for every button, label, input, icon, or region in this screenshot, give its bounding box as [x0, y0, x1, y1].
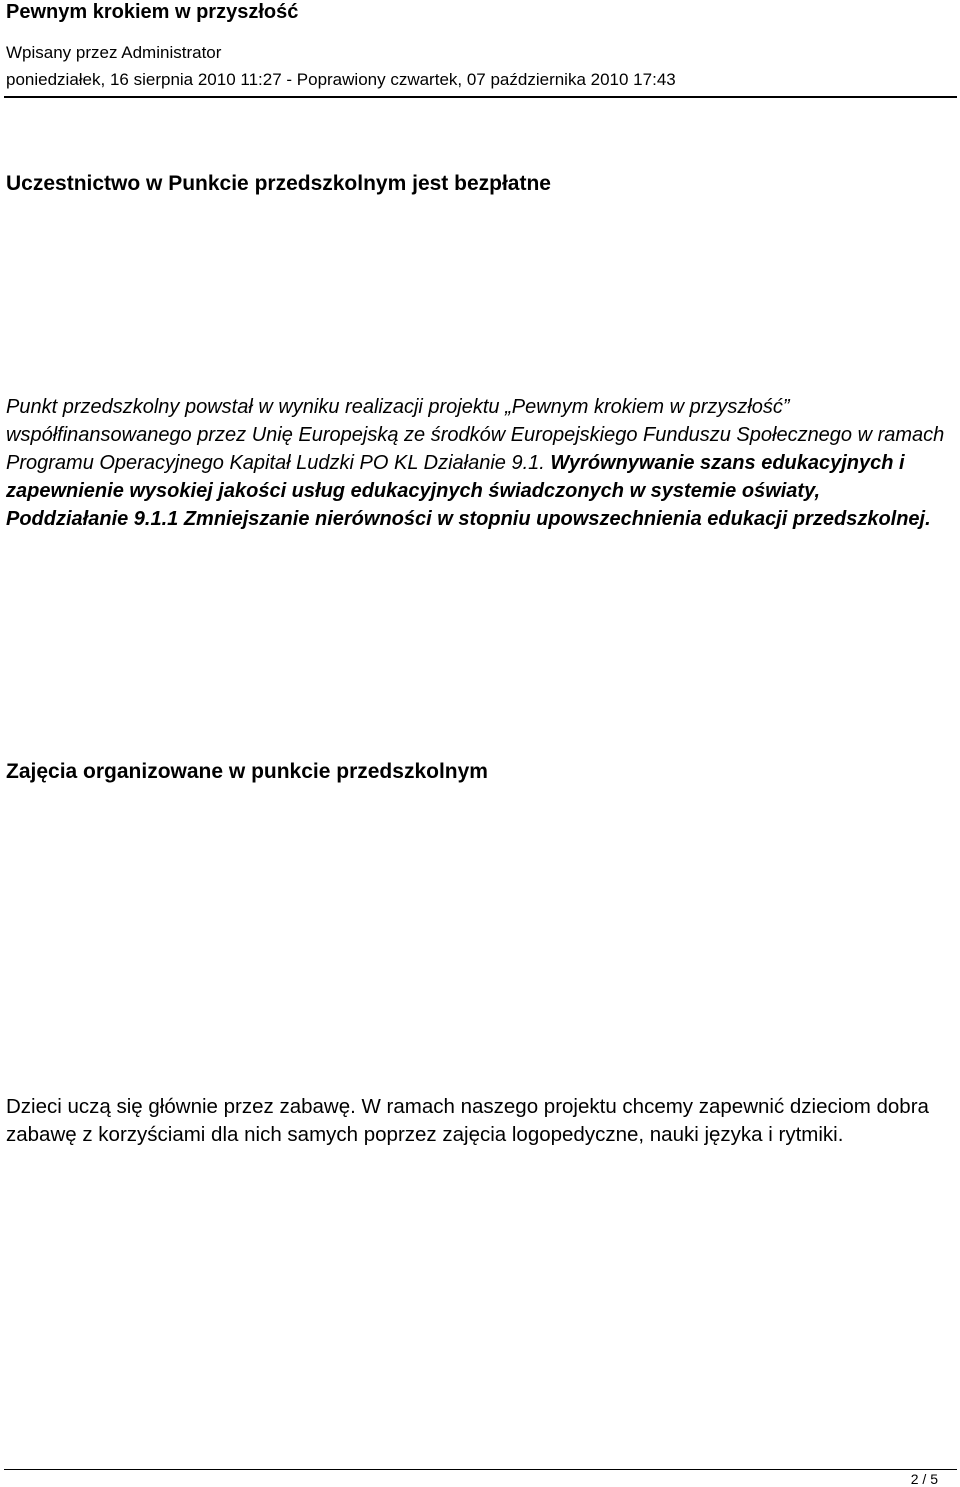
section-heading-activities: Zajęcia organizowane w punkcie przedszkolnym: [6, 760, 488, 783]
footer-divider: [4, 1469, 957, 1470]
header-divider: [4, 96, 957, 98]
page-indicator: 2 / 5: [910, 1471, 938, 1487]
project-description-intro: Punkt przedszkolny powstał w wyniku realizacji projektu „Pewnym krokiem w przyszłość” współfinansowanego przez Unię Europejską ze środków Europejskiego Funduszu Społecznego w ramach Programu Operacyjnego Kapitał Ludzki PO KL Działanie 9.1.: [6, 396, 945, 474]
activities-paragraph: Dzieci uczą się głównie przez zabawę. W ramach naszego projektu chcemy zapewnić dzieciom dobra zabawę z korzyściami dla nich samych poprzez zajęcia logopedyczne, nauki języka i rytmiki.: [6, 1095, 929, 1146]
section-heading-free-participation: Uczestnictwo w Punkcie przedszkolnym jest bezpłatne: [6, 172, 551, 195]
project-description-bold: Wyrównywanie szans edukacyjnych i zapewnienie wysokiej jakości usług edukacyjnych świadczonych w systemie oświaty, Poddziałanie 9.1.1 Zmniejszanie nierówności w stopniu upowszechnienia edukacji przedszkolnej.: [6, 452, 931, 530]
project-description: [6, 393, 946, 533]
dates-line: poniedziałek, 16 sierpnia 2010 11:27 - Poprawiony czwartek, 07 października 2010 17:43: [6, 70, 676, 89]
document-title: Pewnym krokiem w przyszłość: [6, 1, 299, 23]
author-line: Wpisany przez Administrator: [6, 43, 222, 62]
